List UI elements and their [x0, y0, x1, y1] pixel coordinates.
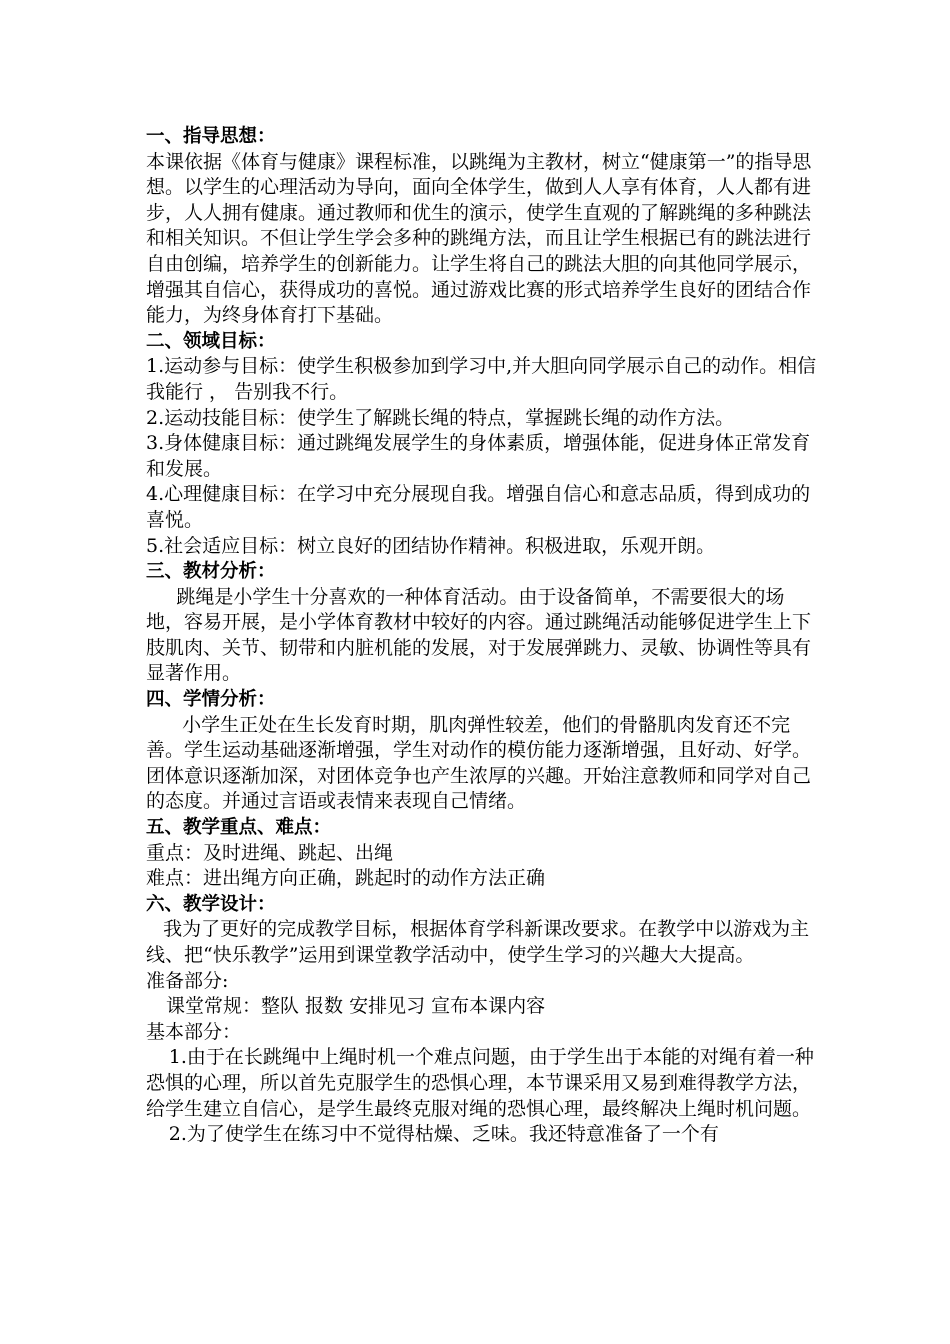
goal-item-3: 3.身体健康目标：通过跳绳发展学生的身体素质，增强体能，促进身体正常发育和发展。	[146, 432, 811, 480]
basic-part-item-2: 2.为了使学生在练习中不觉得枯燥、乏味。我还特意准备了一个有	[168, 1123, 719, 1146]
preparation-label: 准备部分:	[146, 969, 229, 992]
basic-part-label: 基本部分：	[146, 1020, 242, 1043]
section-heading-key-difficult-points: 五、教学重点、难点：	[146, 817, 332, 839]
difficult-points-line: 难点：进出绳方向正确，跳起时的动作方法正确	[146, 867, 546, 890]
key-points-line: 重点：及时进绳、跳起、出绳	[146, 841, 394, 864]
goal-item-1: 1.运动参与目标：使学生积极参加到学习中,并大胆向同学展示自己的动作。相信我能行 ， 告别我不行。	[146, 355, 817, 403]
section-heading-guiding-thought: 一、指导思想：	[146, 126, 276, 147]
teaching-design-paragraph: 我为了更好的完成教学目标，根据体育学科新课改要求。在教学中以游戏为主线、把“快乐教学”运用到课堂教学活动中，使学生学习的兴趣大大提高。	[146, 918, 810, 966]
goal-item-4: 4.心理健康目标：在学习中充分展现自我。增强自信心和意志品质，得到成功的喜悦。	[146, 483, 811, 531]
section-heading-student-analysis: 四、学情分析：	[146, 689, 276, 711]
section-heading-teaching-design: 六、教学设计：	[146, 893, 276, 915]
preparation-content: 课堂常规：整队 报数 安排见习 宣布本课内容	[166, 995, 546, 1018]
goal-item-2: 2.运动技能目标：使学生了解跳长绳的特点，掌握跳长绳的动作方法。	[146, 406, 735, 429]
document-page	[146, 124, 818, 1148]
student-analysis-paragraph: 小学生正处在生长发育时期，肌肉弹性较差，他们的骨骼肌肉发育还不完善。学生运动基础逐渐增强，学生对动作的模仿能力逐渐增强，且好动、好学。团体意识逐渐加深，对团体竞争也产生浓厚的兴趣。开始注意教师和同学对自己的态度。并通过言语或表情来表现自己情绪。	[146, 713, 812, 813]
goal-item-5: 5.社会适应目标：树立良好的团结协作精神。积极进取，乐观开朗。	[146, 534, 716, 557]
material-analysis-paragraph: 跳绳是小学生十分喜欢的一种体育活动。由于设备简单，不需要很大的场地，容易开展，是小学体育教材中较好的内容。通过跳绳活动能够促进学生上下肢肌肉、关节、韧带和内脏机能的发展，对于发展弹跳力、灵敏、协调性等具有显著作用。	[146, 585, 812, 685]
basic-part-item-1: 1.由于在长跳绳中上绳时机一个难点问题，由于学生出于本能的对绳有着一种恐惧的心理，所以首先克服学生的恐惧心理，本节课采用又易到难得教学方法，给学生建立自信心，是学生最终克服对绳的恐惧心理，最终解决上绳时机问题。	[146, 1046, 814, 1120]
section-heading-material-analysis: 三、教材分析：	[146, 561, 276, 583]
section-heading-domain-goals: 二、领域目标：	[146, 330, 276, 352]
guiding-thought-paragraph: 本课依据《体育与健康》课程标准，以跳绳为主教材，树立“健康第一”的指导思想。以学生的心理活动为导向，面向全体学生，做到人人享有体育，人人都有进步，人人拥有健康。通过教师和优生的演示，使学生直观的了解跳绳的多种跳法和相关知识。不但让学生学会多种的跳绳方法，而且让学生根据已有的跳法进行自由创编，培养学生的创新能力。让学生将自己的跳法大胆的向其他同学展示，增强其自信心，获得成功的喜悦。通过游戏比赛的形式培养学生良好的团结合作能力，为终身体育打下基础。	[146, 150, 812, 327]
